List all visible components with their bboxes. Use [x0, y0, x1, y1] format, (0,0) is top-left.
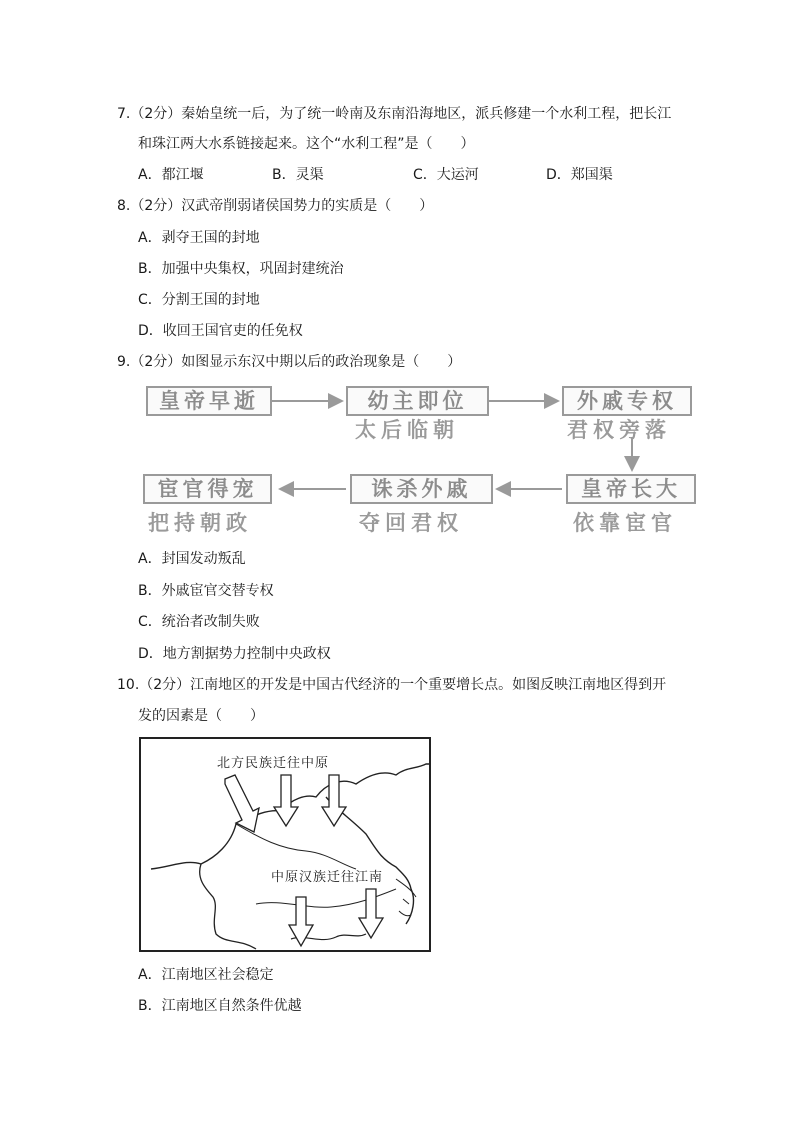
box-young-ruler: 幼主即位: [346, 386, 489, 416]
map-label-north: 北方民族迁往中原: [217, 756, 330, 771]
q7-option-a[interactable]: A．都江堰: [138, 167, 204, 183]
sub-regain-power: 夺回君权: [359, 510, 463, 535]
q8-option-d[interactable]: D．收回王国官吏的任免权: [138, 323, 303, 339]
q8-option-b[interactable]: B．加强中央集权，巩固封建统治: [138, 261, 344, 277]
q9-stem: 9.（2分）如图显示东汉中期以后的政治现象是（ ）: [117, 354, 462, 370]
arrow-north-1: [225, 775, 259, 832]
box-kill-consorts: 诛杀外戚: [350, 474, 493, 504]
q8-option-a[interactable]: A．剥夺王国的封地: [138, 230, 260, 246]
q7-stem-line1: 7.（2分）秦始皇统一后，为了统一岭南及东南沿海地区，派兵修建一个水利工程，把长江: [117, 106, 672, 122]
q9-option-a[interactable]: A．封国发动叛乱: [138, 551, 246, 567]
q10-stem-line1: 10.（2分）江南地区的开发是中国古代经济的一个重要增长点。如图反映江南地区得到开: [117, 677, 667, 693]
arrow-north-3: [322, 775, 346, 826]
q10-stem-line2: 发的因素是（ ）: [138, 708, 264, 724]
box-eunuch-favored: 宦官得宠: [143, 474, 272, 504]
sub-control-govt: 把持朝政: [148, 510, 252, 535]
box-consort-power: 外戚专权: [562, 386, 692, 416]
q9-option-b[interactable]: B．外戚宦官交替专权: [138, 583, 274, 599]
q10-option-a[interactable]: A．江南地区社会稳定: [138, 967, 274, 983]
arrow-south-2: [359, 889, 383, 938]
sub-rely-eunuchs: 依靠宦官: [573, 510, 677, 535]
q7-option-c[interactable]: C．大运河: [413, 167, 479, 183]
sub-power-lost: 君权旁落: [567, 417, 671, 442]
box-emperor-grows: 皇帝长大: [566, 474, 696, 504]
migration-map: [139, 737, 431, 952]
q8-option-c[interactable]: C．分割王国的封地: [138, 292, 260, 308]
q7-stem-line2: 和珠江两大水系链接起来。这个“水利工程”是（ ）: [138, 136, 475, 152]
q7-option-d[interactable]: D．郑国渠: [546, 167, 613, 183]
q9-option-c[interactable]: C．统治者改制失败: [138, 614, 260, 630]
map-label-south: 中原汉族迁往江南: [271, 870, 384, 885]
box-emperor-early-death: 皇帝早逝: [146, 386, 272, 416]
map-southwest: [200, 864, 256, 949]
q10-option-b[interactable]: B．江南地区自然条件优越: [138, 998, 302, 1014]
q8-stem: 8.（2分）汉武帝削弱诸侯国势力的实质是（ ）: [117, 198, 434, 214]
q7-option-b[interactable]: B．灵渠: [272, 167, 324, 183]
sub-empress-regency: 太后临朝: [355, 417, 459, 442]
q9-option-d[interactable]: D．地方割据势力控制中央政权: [138, 646, 331, 662]
